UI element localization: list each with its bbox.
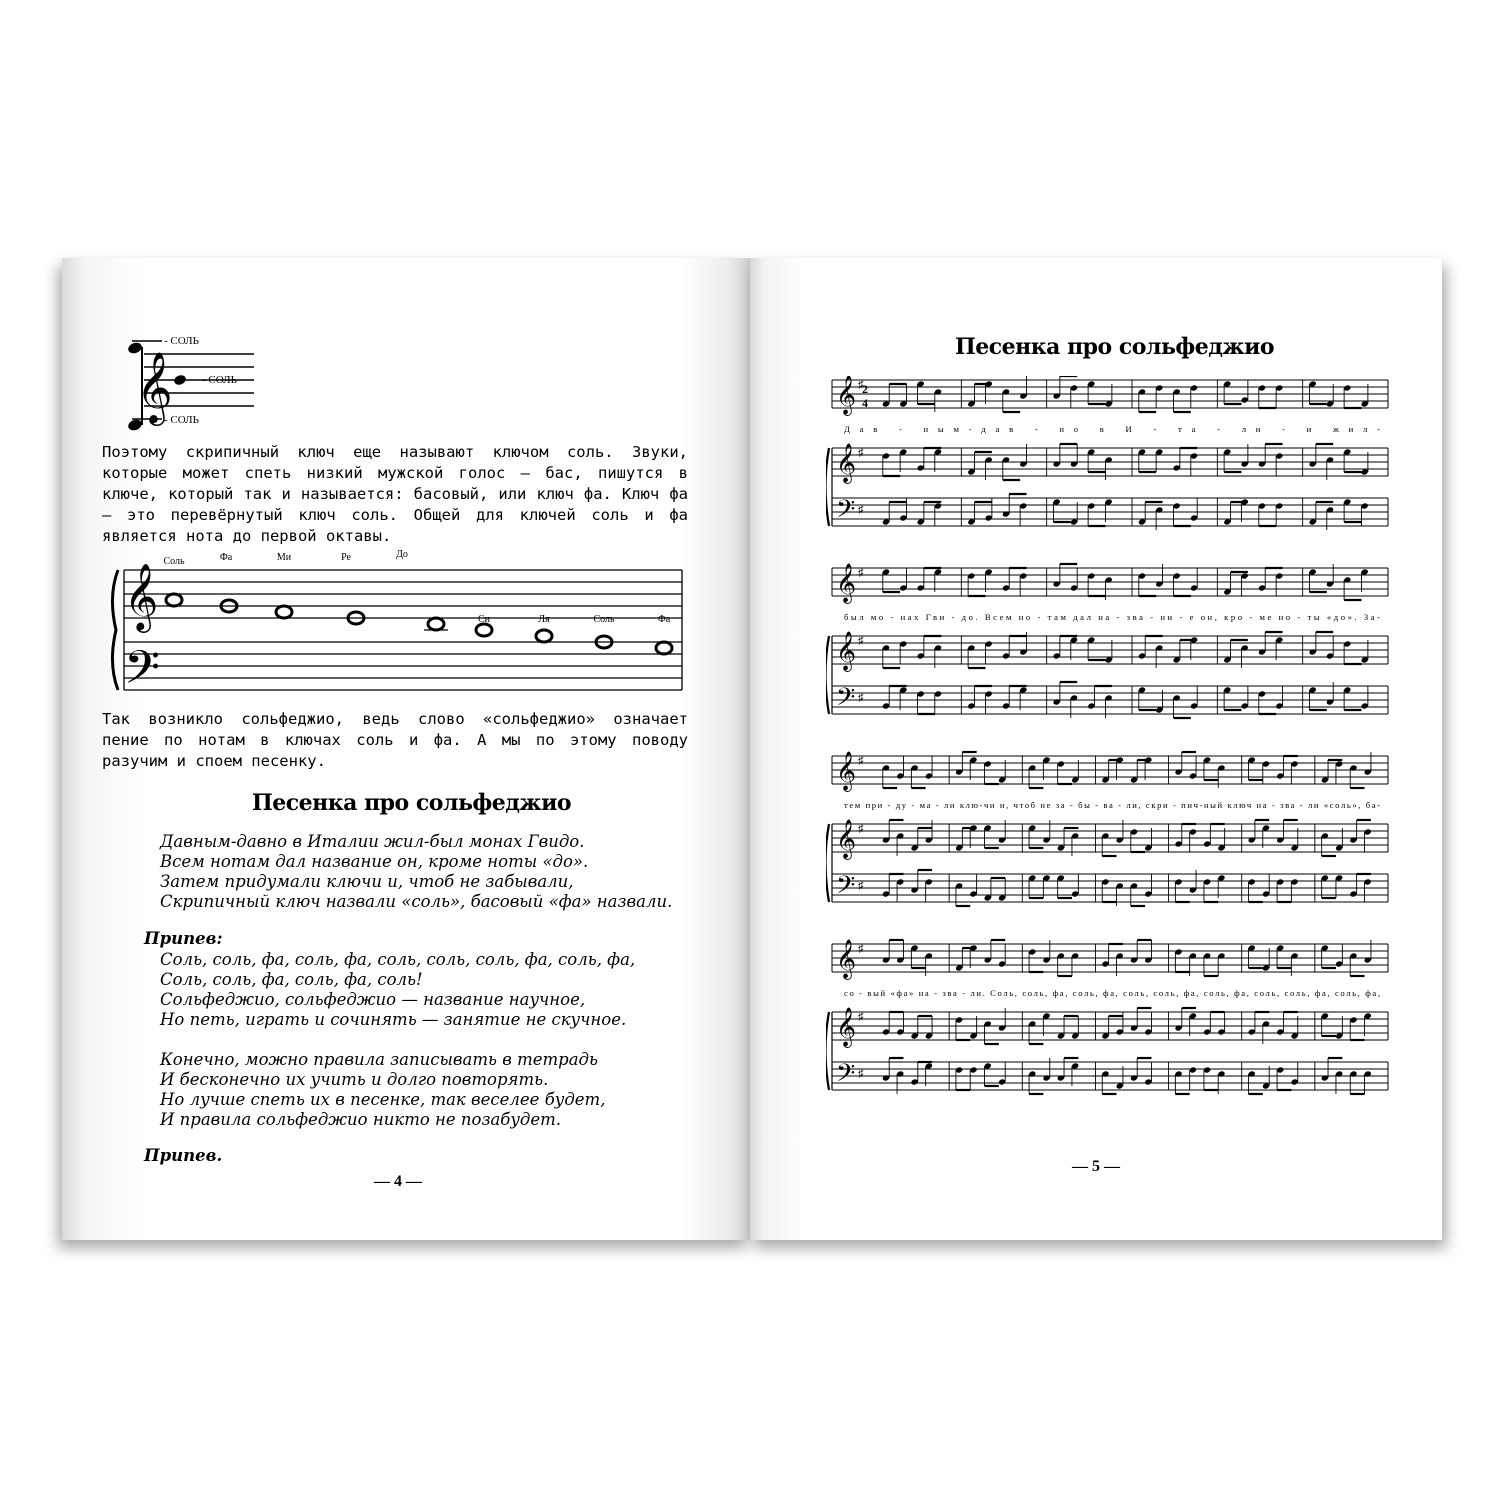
sharp-icon: ♯	[858, 692, 864, 704]
page-number-left: — 4 —	[374, 1173, 422, 1190]
lyric-line: Сольфеджио, сольфеджио — название научное,	[160, 990, 586, 1009]
time-signature: 4	[862, 396, 868, 410]
treble-clef-icon: 𝄞	[836, 821, 857, 858]
song-title: Песенка про сольфеджио	[252, 790, 572, 816]
brace-icon	[826, 448, 829, 526]
clef-label-top: - СОЛЬ	[164, 335, 199, 347]
paragraph-clefs: Поэтому скрипичный ключ еще называют ключом соль. Звуки, которые может спеть низкий мужской голос — бас, пишутся в ключе, который так и называется: басовый, или ключ фа. Ключ фа — это перевёрнутый ключ соль. Общей для ключей соль и фа является нота до первой октавы.	[102, 443, 688, 545]
treble-clef-icon: 𝄞	[124, 564, 159, 629]
grand-staff	[102, 546, 702, 706]
lyric-line: Но лучше спеть их в песенке, так веселее будет,	[160, 1090, 606, 1109]
sharp-icon: ♯	[858, 379, 864, 391]
treble-clef-icon: 𝄞	[836, 565, 857, 602]
verse-2	[160, 1050, 605, 1130]
bass-clef-icon: 𝄢	[836, 1060, 856, 1093]
treble-clef-icon: 𝄞	[836, 753, 857, 790]
sharp-icon: ♯	[858, 943, 864, 955]
verse-1	[160, 832, 672, 912]
note-label: Фа	[219, 552, 233, 563]
treble-clef-icon: 𝄞	[836, 377, 857, 414]
treble-clef-icon: 𝄞	[136, 354, 173, 422]
brace-icon	[826, 824, 829, 902]
page-number-right: — 5 —	[1072, 1158, 1120, 1175]
song-title: Песенка про сольфеджио	[955, 334, 1275, 360]
note-label: Фа	[657, 614, 671, 625]
note-label: Си	[477, 614, 491, 625]
brace-icon	[826, 1012, 829, 1090]
bass-clef-icon: 𝄢	[836, 872, 856, 905]
note-label: Ля	[538, 614, 550, 625]
lyric-line: Всем нотам дал название он, кроме ноты «до».	[160, 852, 589, 871]
sharp-icon: ♯	[858, 504, 864, 516]
lyrics-line: был мо - нах Гви - до. Всем но - там дал на - зва - ни - е он, кро - ме но - ты «до». За-	[844, 612, 1380, 622]
refrain	[144, 929, 223, 949]
right-page	[750, 258, 1442, 1240]
lyric-line: Но петь, играть и сочинять — занятие не скучное.	[160, 1010, 627, 1029]
lyric-line: И бесконечно их учить и долго повторять.	[160, 1070, 549, 1089]
paragraph-solfeggio: Так возникло сольфеджио, ведь слово «сольфеджио» означает пение по нотам в ключах соль и фа. А мы по этому поводу разучим и споем песенку.	[102, 710, 688, 770]
bass-clef-icon: 𝄢	[836, 684, 856, 717]
sharp-icon: ♯	[858, 823, 864, 835]
sharp-icon: ♯	[858, 1011, 864, 1023]
note-label: Ре	[341, 552, 351, 563]
lyric-line: Конечно, можно правила записывать в тетрадь	[160, 1050, 598, 1069]
lyric-line: И правила сольфеджио никто не позабудет.	[160, 1110, 562, 1129]
lyric-line: Соль, соль, фа, соль, фа, соль, соль, соль, фа, соль, фа,	[160, 950, 636, 969]
sharp-icon: ♯	[858, 1068, 864, 1080]
lyric-line: Затем придумали ключи и, чтоб не забывали,	[160, 872, 574, 891]
sharp-icon: ♯	[858, 447, 864, 459]
clef-label-middle: - СОЛЬ	[202, 374, 237, 386]
lyric-line: Соль, соль, фа, соль, фа, соль!	[160, 970, 423, 989]
sharp-icon: ♯	[858, 755, 864, 767]
left-page	[62, 258, 750, 1240]
bass-clef-icon: 𝄢	[124, 643, 161, 705]
treble-clef-icon: 𝄞	[836, 941, 857, 978]
brace-icon	[112, 570, 118, 690]
music-score	[826, 376, 1396, 1136]
refrain-label: Припев:	[144, 929, 223, 948]
sharp-icon: ♯	[858, 567, 864, 579]
sharp-icon: ♯	[858, 880, 864, 892]
lyrics-line: Дав - ным-дав - но в И - та - ли - и жил-	[844, 424, 1380, 434]
lyric-line: Скрипичный ключ назвали «соль», басовый «фа» назвали.	[160, 892, 673, 911]
treble-clef-icon: 𝄞	[836, 1009, 857, 1046]
time-signature: 2	[862, 382, 868, 396]
clef-label-bottom: - СОЛЬ	[164, 414, 199, 426]
note-label: Соль	[593, 614, 615, 625]
lyric-line: Давным-давно в Италии жил-был монах Гвидо.	[160, 832, 585, 851]
refrain-lines	[160, 950, 635, 1030]
lyrics-line: со - вый «фа» на - зва - ли. Соль, соль, фа, соль, фа, соль, соль, фа, соль, фа, соль, соль, фа, соль, фа,	[844, 988, 1380, 998]
bass-clef-icon: 𝄢	[836, 496, 856, 529]
note-label: Ми	[276, 552, 292, 563]
note-label: Соль	[163, 556, 185, 567]
lyrics-line: тем при - ду - ма - ли клю-чи и, чтоб не за - бы - ва - ли, скри - пич-ный ключ на - зва - ли «соль», ба-	[844, 800, 1380, 810]
treble-clef-icon: 𝄞	[836, 633, 857, 670]
treble-clef-icon: 𝄞	[836, 445, 857, 482]
brace-icon	[826, 636, 829, 714]
note-label: До	[396, 549, 408, 560]
sharp-icon: ♯	[858, 635, 864, 647]
clef-diagram	[102, 330, 282, 440]
refrain-end: Припев.	[144, 1146, 223, 1165]
